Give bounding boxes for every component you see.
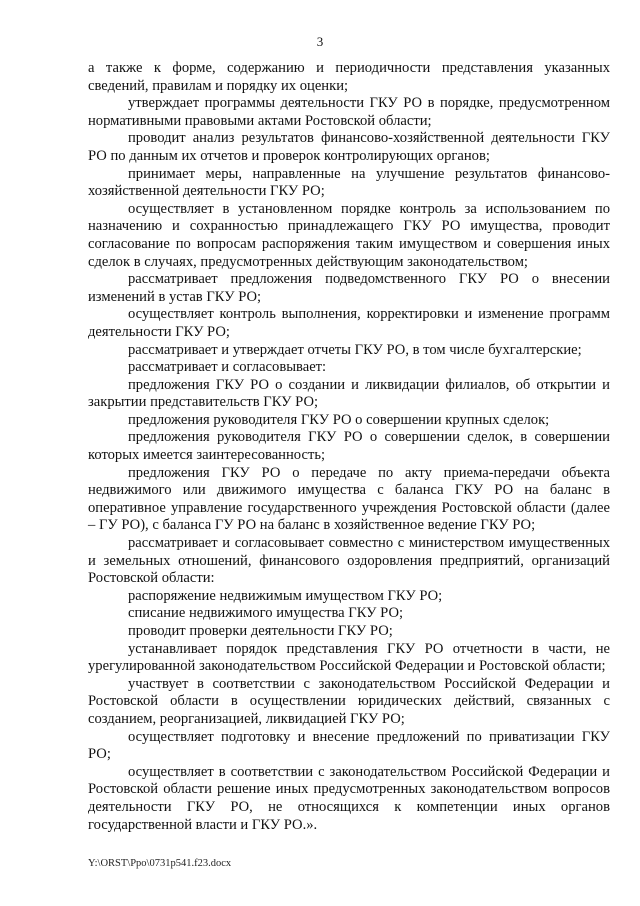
paragraph: участвует в соответствии с законодательством Российской Федерации и Ростовской области в осуществлении юридических действий, связанных с созданием, реорганизацией, ликвидацией ГКУ РО; [88,675,610,727]
paragraph: распоряжение недвижимым имуществом ГКУ РО; [128,587,443,604]
paragraph: предложения руководителя ГКУ РО о совершении крупных сделок; [128,411,550,428]
paragraph: списание недвижимого имущества ГКУ РО; [128,605,404,622]
paragraph: устанавливает порядок представления ГКУ РО отчетности в части, не урегулированной законодательством Российской Федерации и Ростовской области; [88,640,610,675]
paragraph: осуществляет в установленном порядке контроль за использованием по назначению и сохранностью принадлежащего ГКУ РО имущества, проводит согласование по вопросам распоряжения таким имуществом и совершения иных сделок в случаях, предусмотренных действующим законодательством; [88,200,610,270]
paragraph: рассматривает и согласовывает: [128,359,327,376]
paragraph: рассматривает и утверждает отчеты ГКУ РО, в том числе бухгалтерские; [128,341,582,358]
paragraph: принимает меры, направленные на улучшение результатов финансово-хозяйственной деятельности ГКУ РО; [88,165,610,200]
paragraph: а также к форме, содержанию и периодичности представления указанных сведений, правилам и порядку их оценки; [88,60,610,94]
paragraph: предложения руководителя ГКУ РО о совершении сделок, в совершении которых имеется заинтересованность; [88,429,610,464]
document-body [88,60,610,834]
footer-file-path: Y:\ORST\Ppo\0731p541.f23.docx [88,858,232,869]
page-number: 3 [316,34,324,49]
paragraph: осуществляет подготовку и внесение предложений по приватизации ГКУ РО; [88,728,610,763]
paragraph: проводит проверки деятельности ГКУ РО; [128,623,393,639]
paragraph: рассматривает и согласовывает совместно с министерством имущественных и земельных отношений, финансового оздоровления предприятий, организаций Ростовской области: [88,535,610,587]
paragraph: утверждает программы деятельности ГКУ РО в порядке, предусмотренном нормативными правовыми актами Ростовской области; [88,95,610,129]
paragraph: рассматривает предложения подведомственного ГКУ РО о внесении изменений в устав ГКУ РО; [88,271,610,305]
paragraph: осуществляет контроль выполнения, корректировки и изменение программ деятельности ГКУ РО; [88,306,610,340]
paragraph: предложения ГКУ РО о передаче по акту приема-передачи объекта недвижимого или движимого имущества с баланса ГКУ РО на баланс в оперативное управление государственного учреждения Ростовской области (далее – ГУ РО), с баланса ГУ РО на баланс в хозяйственное ведение ГКУ РО; [88,464,610,534]
paragraph: проводит анализ результатов финансово-хозяйственной деятельности ГКУ РО по данным их отчетов и проверок контролирующих органов; [88,130,610,164]
paragraph: осуществляет в соответствии с законодательством Российской Федерации и Ростовской области решение иных предусмотренных законодательством вопросов деятельности ГКУ РО, не относящихся к компетенции иных органов государственной власти и ГКУ РО.». [88,763,610,833]
paragraph: предложения ГКУ РО о создании и ликвидации филиалов, об открытии и закрытии представительств ГКУ РО; [88,376,610,411]
